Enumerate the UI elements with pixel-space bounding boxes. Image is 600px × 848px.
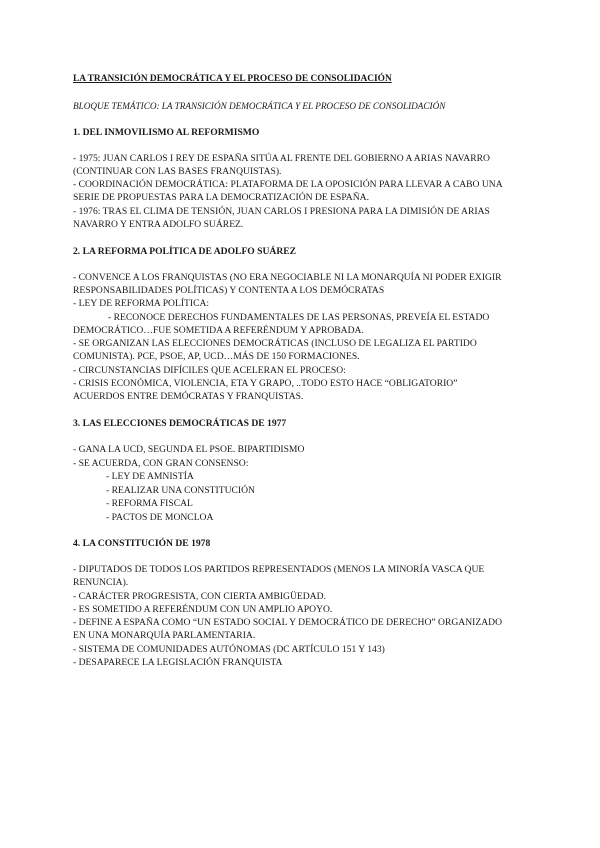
section-3-subitem: - REFORMA FISCAL (106, 498, 193, 509)
section-4-heading: 4. LA CONSTITUCIÓN DE 1978 (73, 538, 211, 549)
section-2-line: - LEY DE REFORMA POLÍTICA: (73, 298, 210, 309)
section-1-line: (CONTINUAR CON LAS BASES FRANQUISTAS). (73, 166, 282, 177)
section-2-line: - CIRCUNSTANCIAS DIFÍCILES QUE ACELERAN EL PROCESO: (73, 365, 346, 376)
section-4-line: - DEFINE A ESPAÑA COMO “UN ESTADO SOCIAL Y DEMOCRÁTICO DE DERECHO” ORGANIZADO (73, 617, 502, 628)
section-2-line: - CRISIS ECONÓMICA, VIOLENCIA, ETA Y GRAPO, ..TODO ESTO HACE “OBLIGATORIO” (73, 378, 458, 389)
section-1-line: - COORDINACIÓN DEMOCRÁTICA: PLATAFORMA DE LA OPOSICIÓN PARA LLEVAR A CABO UNA (73, 179, 503, 190)
section-4-line: EN UNA MONARQUÍA PARLAMENTARIA. (73, 630, 256, 641)
section-2-line: DEMOCRÁTICO…FUE SOMETIDA A REFERÉNDUM Y APROBADA. (73, 325, 364, 336)
section-4-line: - DESAPARECE LA LEGISLACIÓN FRANQUISTA (73, 657, 283, 668)
section-1-line: - 1976: TRAS EL CLIMA DE TENSIÓN, JUAN CARLOS I PRESIONA PARA LA DIMISIÓN DE ARIAS (73, 206, 490, 217)
section-1-heading: 1. DEL INMOVILISMO AL REFORMISMO (73, 127, 260, 138)
section-2-line: - SE ORGANIZAN LAS ELECCIONES DEMOCRÁTICAS (INCLUSO DE LEGALIZA EL PARTIDO (73, 338, 477, 349)
section-2-line: RESPONSABILIDADES POLÍTICAS) Y CONTENTA A LOS DEMÓCRATAS (73, 285, 385, 296)
section-1-line: - 1975: JUAN CARLOS I REY DE ESPAÑA SITÚA AL FRENTE DEL GOBIERNO A ARIAS NAVARRO (73, 153, 490, 164)
section-3-line: - SE ACUERDA, CON GRAN CONSENSO: (73, 458, 249, 469)
document-subtitle: BLOQUE TEMÁTICO: LA TRANSICIÓN DEMOCRÁTICA Y EL PROCESO DE CONSOLIDACIÓN (73, 101, 446, 111)
section-4-line: - CARÁCTER PROGRESISTA, CON CIERTA AMBIGÜEDAD. (73, 591, 326, 602)
section-2-line: - RECONOCE DERECHOS FUNDAMENTALES DE LAS PERSONAS, PREVEÍA EL ESTADO (108, 312, 490, 323)
section-4-line: RENUNCIA). (73, 577, 129, 588)
section-2-heading: 2. LA REFORMA POLÍTICA DE ADOLFO SUÁREZ (73, 246, 297, 257)
section-1-line: NAVARRO Y ENTRA ADOLFO SUÁREZ. (73, 219, 244, 230)
document-title: LA TRANSICIÓN DEMOCRÁTICA Y EL PROCESO DE CONSOLIDACIÓN (73, 74, 392, 84)
section-4-line: - DIPUTADOS DE TODOS LOS PARTIDOS REPRESENTADOS (MENOS LA MINORÍA VASCA QUE (73, 564, 485, 575)
section-4-line: - ES SOMETIDO A REFERÉNDUM CON UN AMPLIO APOYO. (73, 604, 333, 615)
section-3-subitem: - REALIZAR UNA CONSTITUCIÓN (106, 485, 255, 496)
section-3-line: - GANA LA UCD, SEGUNDA EL PSOE. BIPARTIDISMO (73, 444, 305, 455)
section-2-line: - CONVENCE A LOS FRANQUISTAS (NO ERA NEGOCIABLE NI LA MONARQUÍA NI PODER EXIGIR (73, 272, 502, 283)
section-3-heading: 3. LAS ELECCIONES DEMOCRÁTICAS DE 1977 (73, 418, 287, 429)
section-2-line: COMUNISTA). PCE, PSOE, AP, UCD…MÁS DE 150 FORMACIONES. (73, 351, 360, 362)
section-3-subitem: - PACTOS DE MONCLOA (106, 512, 214, 523)
section-2-line: ACUERDOS ENTRE DEMÓCRATAS Y FRANQUISTAS. (73, 391, 304, 402)
section-1-line: SERIE DE PROPUESTAS PARA LA DEMOCRATIZACIÓN DE ESPAÑA. (73, 192, 369, 203)
section-4-line: - SISTEMA DE COMUNIDADES AUTÓNOMAS (DC ARTÍCULO 151 Y 143) (73, 644, 385, 655)
section-3-subitem: - LEY DE AMNISTÍA (106, 471, 194, 482)
